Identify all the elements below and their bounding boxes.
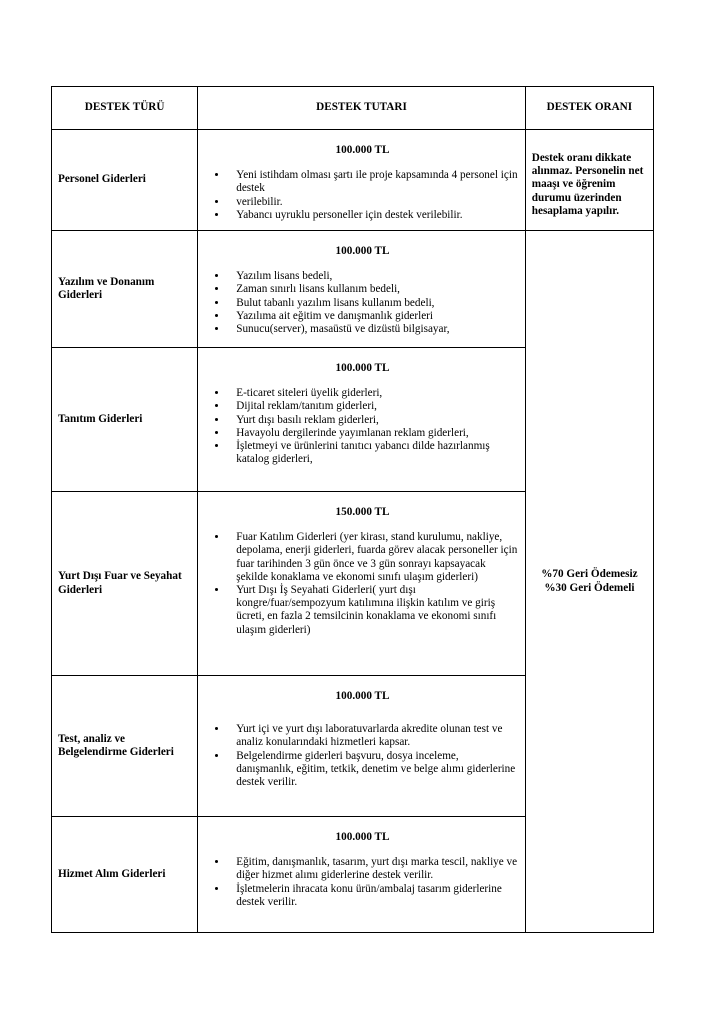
list-item: • Dijital reklam/tanıtım giderleri,: [228, 400, 519, 413]
row-type: Yurt Dışı Fuar ve Seyahat Giderleri: [52, 492, 198, 676]
row-amount: 150.000 TL: [335, 506, 390, 518]
row-amount: 100.000 TL: [335, 245, 390, 257]
list-item: • Yurt içi ve yurt dışı laboratuvarlarda akredite olunan test ve analiz konularındaki hizmetleri kapsar.: [228, 723, 519, 749]
row-item-list: [206, 531, 519, 637]
row-item-list: [206, 270, 519, 336]
rate-line-nonrefundable: %70 Geri Ödemesiz: [541, 568, 638, 581]
list-item: • Sunucu(server), masaüstü ve dizüstü bilgisayar,: [228, 323, 519, 336]
row-item-list: [206, 723, 519, 789]
row-amount: 100.000 TL: [335, 144, 390, 156]
row-item-list: [206, 387, 519, 466]
list-item: • Yabancı uyruklu personeller için destek verilebilir.: [228, 209, 519, 222]
row-amount-cell: [198, 492, 526, 676]
table-row: [52, 130, 654, 231]
row-type: Tanıtım Giderleri: [52, 348, 198, 492]
row-type: Yazılım ve Donanım Giderleri: [52, 231, 198, 348]
list-item: • Yazılıma ait eğitim ve danışmanlık giderleri: [228, 310, 519, 323]
row-type: Hizmet Alım Giderleri: [52, 817, 198, 933]
list-item: • Havayolu dergilerinde yayımlanan reklam giderleri,: [228, 427, 519, 440]
header-support-type: DESTEK TÜRÜ: [52, 87, 198, 130]
row-amount: 100.000 TL: [335, 831, 390, 843]
row-item-list: [206, 856, 519, 909]
list-item: • E-ticaret siteleri üyelik giderleri,: [228, 387, 519, 400]
list-item: • Yeni istihdam olması şartı ile proje kapsamında 4 personel için destek: [228, 169, 519, 195]
list-item: • Yurt Dışı İş Seyahati Giderleri( yurt dışı kongre/fuar/sempozyum katılımına ilişkin katılım ve giriş ücreti, en fazla 2 temsilcinin konaklama ve ekonomi sınıfı ulaşım giderleri): [228, 584, 519, 637]
row-type: Personel Giderleri: [52, 130, 198, 231]
list-item: • Zaman sınırlı lisans kullanım bedeli,: [228, 283, 519, 296]
row-amount-cell: [198, 817, 526, 933]
rate-line-refundable: %30 Geri Ödemeli: [544, 581, 635, 594]
row-amount-cell: [198, 348, 526, 492]
list-item: • Yurt dışı basılı reklam giderleri,: [228, 414, 519, 427]
row-amount: 100.000 TL: [335, 362, 390, 374]
rate-merged: [525, 231, 653, 933]
list-item: • Yazılım lisans bedeli,: [228, 270, 519, 283]
rate-note: Destek oranı dikkate alınmaz. Personelin net maaşı ve öğrenim durumu üzerinden hesaplama yapılır.: [525, 130, 653, 231]
header-support-amount: DESTEK TUTARI: [198, 87, 526, 130]
row-amount-cell: [198, 676, 526, 817]
table-header-row: [52, 87, 654, 130]
row-type: Test, analiz ve Belgelendirme Giderleri: [52, 676, 198, 817]
table-row: [52, 231, 654, 348]
list-item: • Bulut tabanlı yazılım lisans kullanım bedeli,: [228, 297, 519, 310]
row-item-list: [206, 169, 519, 222]
row-amount: 100.000 TL: [335, 690, 390, 702]
list-item: • Belgelendirme giderleri başvuru, dosya inceleme, danışmanlık, eğitim, tetkik, denetim ve belge alımı giderlerine destek verilir.: [228, 750, 519, 790]
list-item: • verilebilir.: [228, 196, 519, 209]
list-item: • Fuar Katılım Giderleri (yer kirası, stand kurulumu, nakliye, depolama, enerji giderleri, fuarda görev alacak personeller için fuar tarihinden 3 gün önce ve 3 gün sonrayı kapsayacak şekilde konaklama ve ekonomi sınıfı ulaşım giderleri): [228, 531, 519, 584]
list-item: • Eğitim, danışmanlık, tasarım, yurt dışı marka tescil, nakliye ve diğer hizmet alımı giderlerine destek verilir.: [228, 856, 519, 882]
support-table: [51, 86, 654, 933]
header-support-rate: DESTEK ORANI: [525, 87, 653, 130]
row-amount-cell: [198, 231, 526, 348]
list-item: • İşletmeyi ve ürünlerini tanıtıcı yabancı dilde hazırlanmış katalog giderleri,: [228, 440, 519, 466]
list-item: • İşletmelerin ihracata konu ürün/ambalaj tasarım giderlerine destek verilir.: [228, 883, 519, 909]
row-amount-cell: [198, 130, 526, 231]
